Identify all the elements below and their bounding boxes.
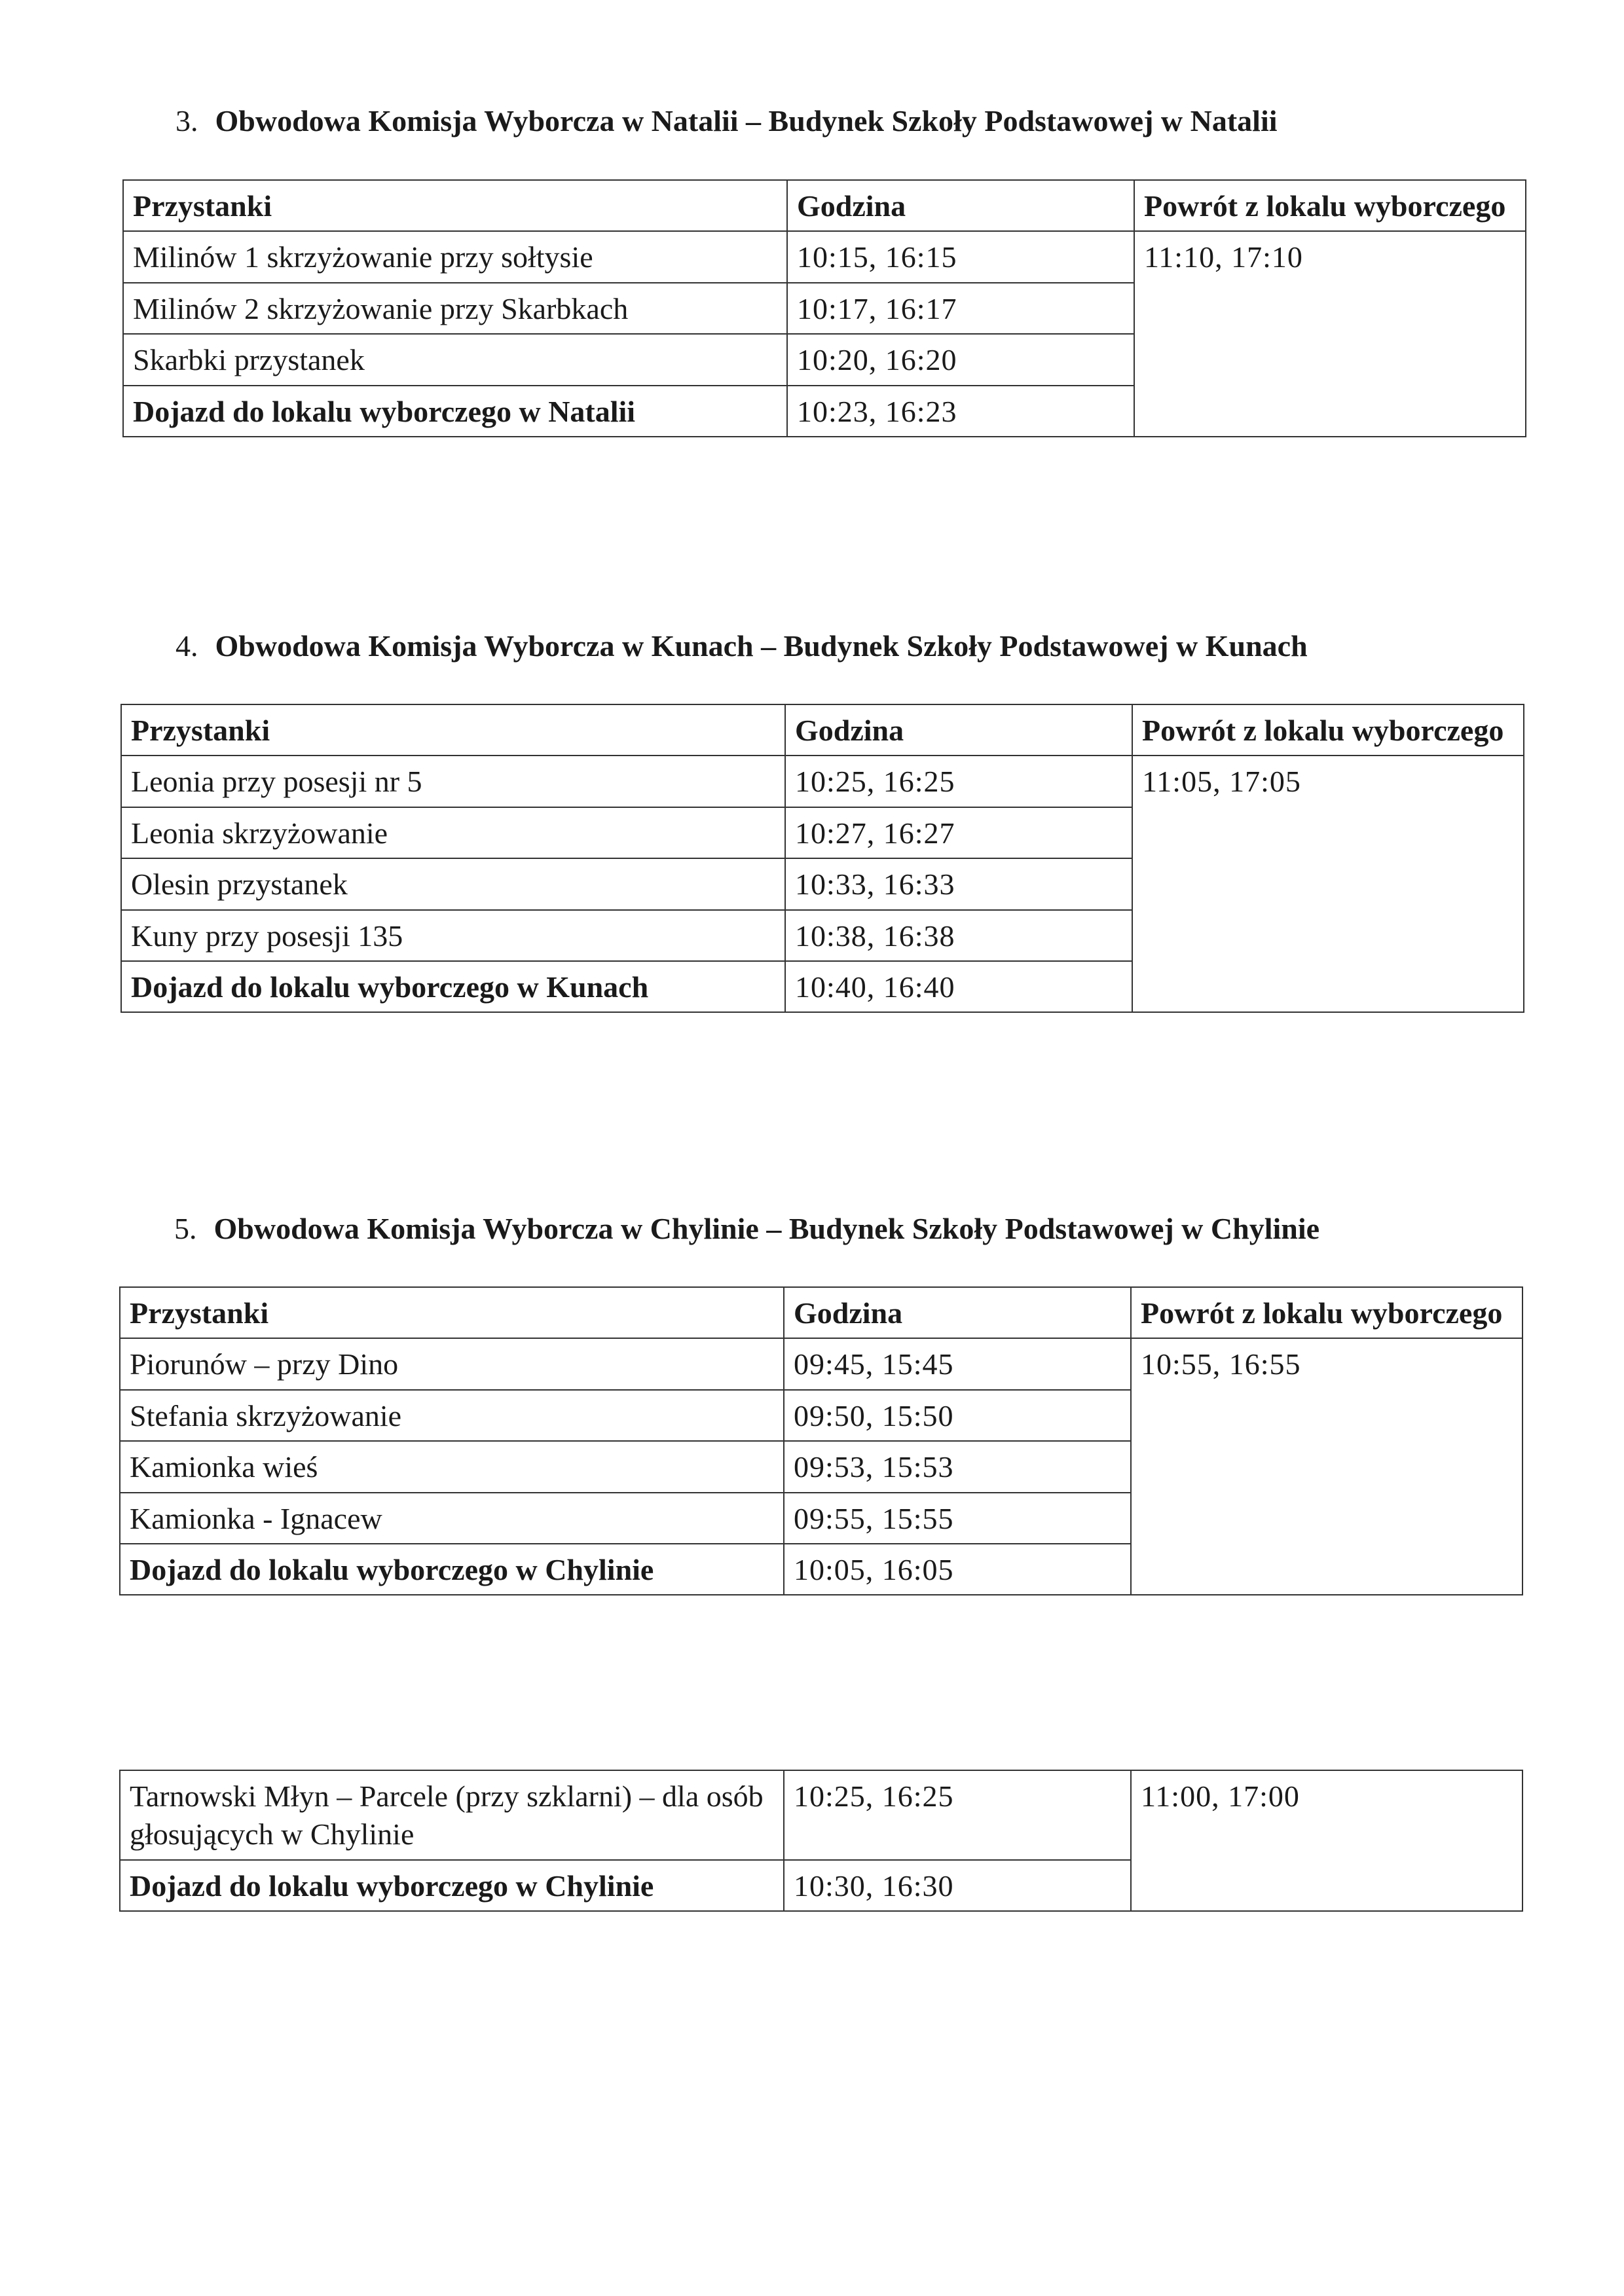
time-cell: 10:05, 16:05 [784,1544,1131,1595]
time-cell: 10:17, 16:17 [787,283,1134,334]
table-row [121,756,1524,807]
time-cell: 10:40, 16:40 [785,961,1132,1012]
return-time-cell: 10:55, 16:55 [1131,1338,1522,1595]
time-cell: 09:55, 15:55 [784,1493,1131,1544]
header-return: Powrót z lokalu wyborczego [1134,180,1526,231]
time-cell: 10:27, 16:27 [785,807,1132,858]
section-4-table [120,704,1524,1013]
time-cell: 09:45, 15:45 [784,1338,1131,1389]
section-4-heading [175,629,1308,663]
time-cell: 10:20, 16:20 [787,334,1134,385]
section-5-heading [174,1211,1320,1246]
time-cell: 10:33, 16:33 [785,858,1132,909]
section-3-table [122,179,1526,437]
header-stops: Przystanki [120,1287,784,1338]
header-stops: Przystanki [121,704,785,756]
header-stops: Przystanki [123,180,787,231]
destination-cell: Dojazd do lokalu wyborczego w Kunach [121,961,785,1012]
table-header-row [121,704,1524,756]
time-cell: 10:25, 16:25 [784,1770,1131,1860]
header-return: Powrót z lokalu wyborczego [1131,1287,1522,1338]
stop-cell: Milinów 1 skrzyżowanie przy sołtysie [123,231,787,282]
stop-cell: Kuny przy posesji 135 [121,910,785,961]
header-time: Godzina [784,1287,1131,1338]
section-5-number: 5. [174,1212,197,1245]
stop-cell: Tarnowski Młyn – Parcele (przy szklarni) – dla osób głosujących w Chylinie [120,1770,784,1860]
time-cell: 10:30, 16:30 [784,1860,1131,1911]
time-cell: 10:38, 16:38 [785,910,1132,961]
time-cell: 09:50, 15:50 [784,1390,1131,1441]
time-cell: 09:53, 15:53 [784,1441,1131,1492]
destination-cell: Dojazd do lokalu wyborczego w Natalii [123,386,787,437]
stop-cell: Kamionka - Ignacew [120,1493,784,1544]
stop-cell: Stefania skrzyżowanie [120,1390,784,1441]
table-header-row [120,1287,1522,1338]
section-5-title: Obwodowa Komisja Wyborcza w Chylinie – Budynek Szkoły Podstawowej w Chylinie [213,1212,1320,1245]
table-row [123,231,1526,282]
section-3-number: 3. [175,104,198,137]
return-time-cell: 11:10, 17:10 [1134,231,1526,437]
stop-cell: Piorunów – przy Dino [120,1338,784,1389]
destination-cell: Dojazd do lokalu wyborczego w Chylinie [120,1544,784,1595]
table-header-row [123,180,1526,231]
stop-cell: Kamionka wieś [120,1441,784,1492]
destination-cell: Dojazd do lokalu wyborczego w Chylinie [120,1860,784,1911]
header-return: Powrót z lokalu wyborczego [1132,704,1524,756]
time-cell: 10:23, 16:23 [787,386,1134,437]
stop-cell: Milinów 2 skrzyżowanie przy Skarbkach [123,283,787,334]
time-cell: 10:15, 16:15 [787,231,1134,282]
section-4-title: Obwodowa Komisja Wyborcza w Kunach – Budynek Szkoły Podstawowej w Kunach [215,629,1308,663]
stop-cell: Leonia przy posesji nr 5 [121,756,785,807]
header-time: Godzina [785,704,1132,756]
table-row [120,1770,1522,1860]
return-time-cell: 11:05, 17:05 [1132,756,1524,1012]
time-cell: 10:25, 16:25 [785,756,1132,807]
header-time: Godzina [787,180,1134,231]
stop-cell: Skarbki przystanek [123,334,787,385]
section-5-table [119,1286,1523,1595]
return-time-cell: 11:00, 17:00 [1131,1770,1522,1911]
stop-cell: Leonia skrzyżowanie [121,807,785,858]
extra-route-table [119,1770,1523,1912]
stop-cell: Olesin przystanek [121,858,785,909]
section-3-title: Obwodowa Komisja Wyborcza w Natalii – Budynek Szkoły Podstawowej w Natalii [215,104,1278,137]
table-row [120,1338,1522,1389]
section-4-number: 4. [175,629,198,663]
section-3-heading [175,103,1278,138]
